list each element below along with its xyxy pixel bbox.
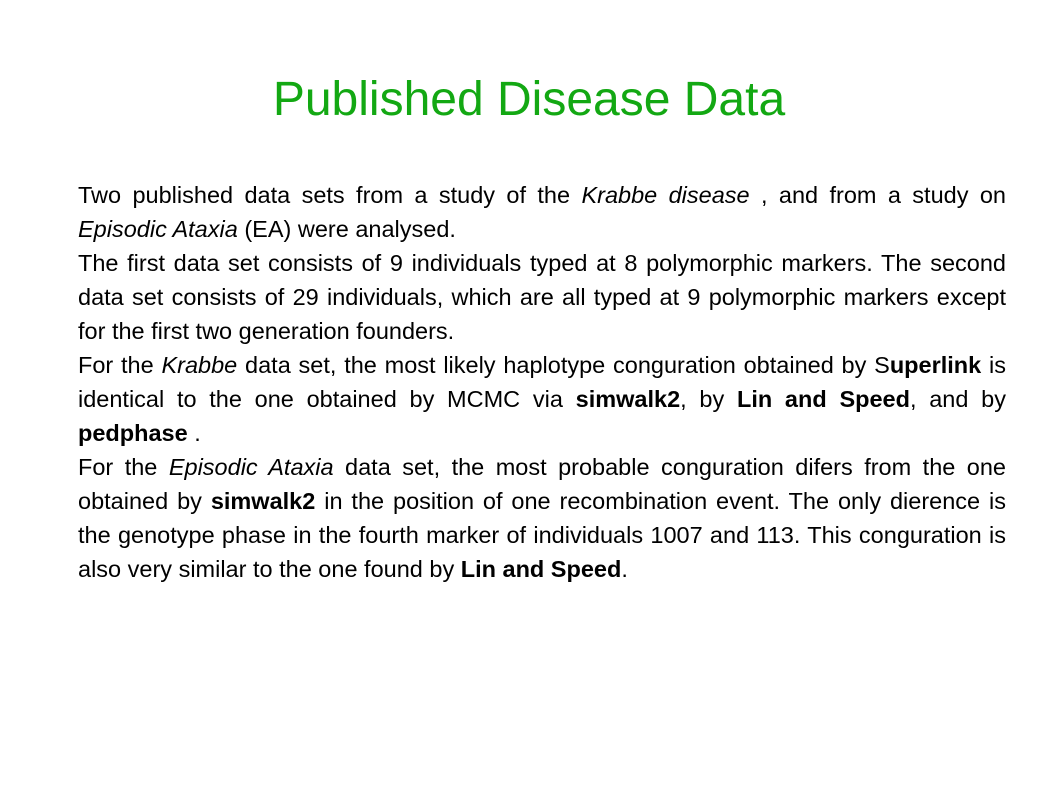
- text-segment: , and by: [909, 386, 1006, 412]
- text-segment: Episodic Ataxia: [78, 216, 238, 242]
- text-segment: simwalk2: [575, 386, 681, 412]
- text-segment: .: [187, 420, 201, 446]
- text-segment: data set, the most likely haplotype conguration obtained by S: [237, 352, 890, 378]
- text-segment: in the position of one recombination event. The only dierence is the genotype phase in the fourth marker of individuals 1007 and 113. This conguration is also very similar to the one found by: [78, 488, 1006, 582]
- slide-body: [78, 178, 1006, 586]
- text-segment: Two published data sets from a study of the: [78, 182, 582, 208]
- text-segment: The first data set consists of 9 individuals typed at 8 polymorphic markers. The second data set consists of 29 individuals, which are all typed at 9 polymorphic markers except for the first two generation founders.: [78, 250, 1006, 344]
- text-segment: Krabbe: [161, 352, 238, 378]
- body-paragraph: [78, 450, 1006, 586]
- slide-title: Published Disease Data: [272, 73, 786, 126]
- text-segment: uperlink: [889, 352, 982, 378]
- text-segment: Episodic Ataxia: [168, 454, 334, 480]
- text-segment: data set, the most probable conguration difers from the one obtained by: [78, 454, 1006, 514]
- text-segment: , and from a study on: [749, 182, 1006, 208]
- text-segment: For the: [78, 352, 162, 378]
- text-segment: Krabbe disease: [581, 182, 750, 208]
- text-segment: For the: [78, 454, 169, 480]
- body-paragraph: [78, 178, 1006, 246]
- text-segment: pedphase: [78, 420, 188, 446]
- text-segment: Lin and Speed: [460, 556, 622, 582]
- text-segment: .: [621, 556, 628, 582]
- text-segment: simwalk2: [210, 488, 316, 514]
- text-segment: is identical to the one obtained by MCMC via: [78, 352, 1006, 412]
- text-segment: Lin and Speed: [736, 386, 910, 412]
- text-segment: (EA) were analysed.: [237, 216, 456, 242]
- body-paragraph: [78, 348, 1006, 450]
- body-paragraph: [78, 246, 1006, 348]
- text-segment: , by: [680, 386, 737, 412]
